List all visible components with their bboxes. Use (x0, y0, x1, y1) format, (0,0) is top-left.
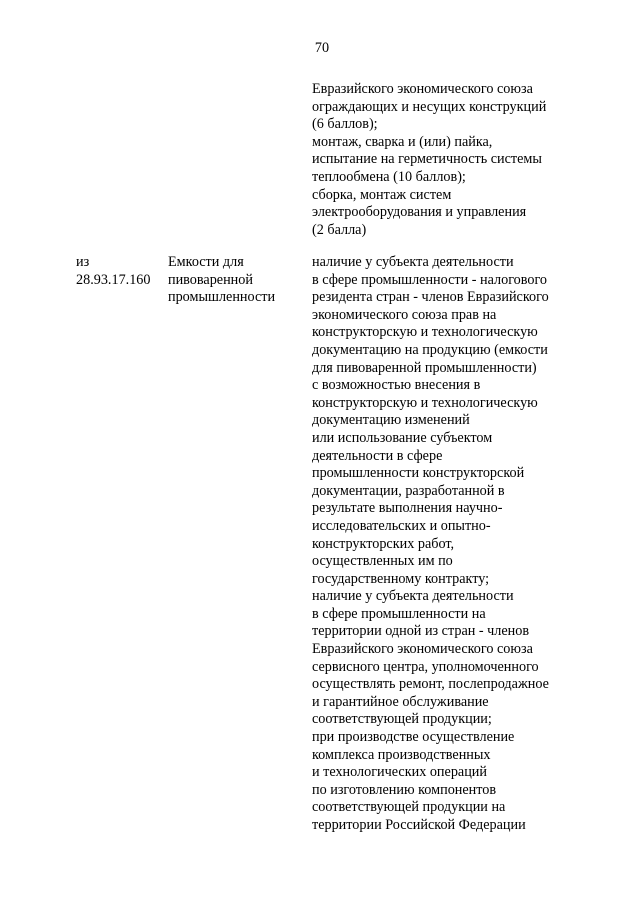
text-line: документацию изменений (312, 412, 470, 429)
text-line: документации, разработанной в (312, 482, 505, 499)
text-line: результате выполнения научно- (312, 500, 503, 517)
continued-requirements (312, 81, 612, 239)
text-line: пивоваренной (168, 271, 253, 288)
text-line: наличие у субъекта деятельности (312, 254, 514, 270)
text-line: (2 балла) (312, 221, 367, 238)
text-line: при производстве осуществление (312, 729, 515, 746)
page-number: 70 (314, 40, 330, 56)
text-line: для пивоваренной промышленности) (312, 359, 537, 376)
text-line: резидента стран - членов Евразийского (312, 289, 549, 306)
text-line: сервисного центра, уполномоченного (312, 658, 539, 675)
text-line: Емкости для (168, 254, 244, 270)
text-line: из (76, 254, 90, 270)
text-line: осуществленных им по (312, 553, 453, 570)
text-line: документацию на продукцию (емкости (312, 341, 548, 358)
text-line: сборка, монтаж систем (312, 186, 452, 203)
text-line: в сфере промышленности на (312, 605, 486, 622)
text-line: в сфере промышленности - налогового (312, 271, 548, 288)
text-line: территории одной из стран - членов (312, 623, 530, 640)
text-line: наличие у субъекта деятельности (312, 588, 514, 605)
text-line: промышленности (168, 289, 276, 306)
text-line: и гарантийное обслуживание (312, 693, 489, 710)
text-line: конструкторских работ, (312, 535, 455, 552)
text-line: монтаж, сварка и (или) пайка, (312, 133, 493, 150)
text-line: территории Российской Федерации (312, 817, 526, 833)
text-line: соответствующей продукции на (312, 799, 506, 816)
requirements-text (312, 254, 612, 835)
text-line: ограждающих и несущих конструкций (312, 98, 547, 115)
text-line: государственному контракту; (312, 570, 490, 587)
text-line: экономического союза прав на (312, 306, 497, 323)
text-line: соответствующей продукции; (312, 711, 492, 728)
text-line: электрооборудования и управления (312, 204, 527, 221)
text-line: испытание на герметичность системы (312, 151, 542, 168)
text-line: деятельности в сфере (312, 447, 443, 464)
text-line: промышленности конструкторской (312, 465, 525, 482)
text-line: Евразийского экономического союза (312, 641, 533, 658)
text-line: исследовательских и опытно- (312, 517, 491, 534)
text-line: и технологических операций (312, 764, 487, 781)
text-line: комплекса производственных (312, 746, 491, 763)
text-line: Евразийского экономического союза (312, 81, 533, 97)
product-code (76, 254, 166, 289)
text-line: (6 баллов); (312, 116, 378, 133)
product-name (168, 254, 298, 307)
text-line: осуществлять ремонт, послепродажное (312, 676, 549, 693)
text-line: или использование субъектом (312, 429, 493, 446)
text-line: с возможностью внесения в (312, 377, 481, 394)
text-line: теплообмена (10 баллов); (312, 168, 466, 185)
text-line: 28.93.17.160 (76, 271, 151, 288)
text-line: по изготовлению компонентов (312, 781, 497, 798)
text-line: конструкторскую и технологическую (312, 394, 538, 411)
text-line: конструкторскую и технологическую (312, 324, 538, 341)
